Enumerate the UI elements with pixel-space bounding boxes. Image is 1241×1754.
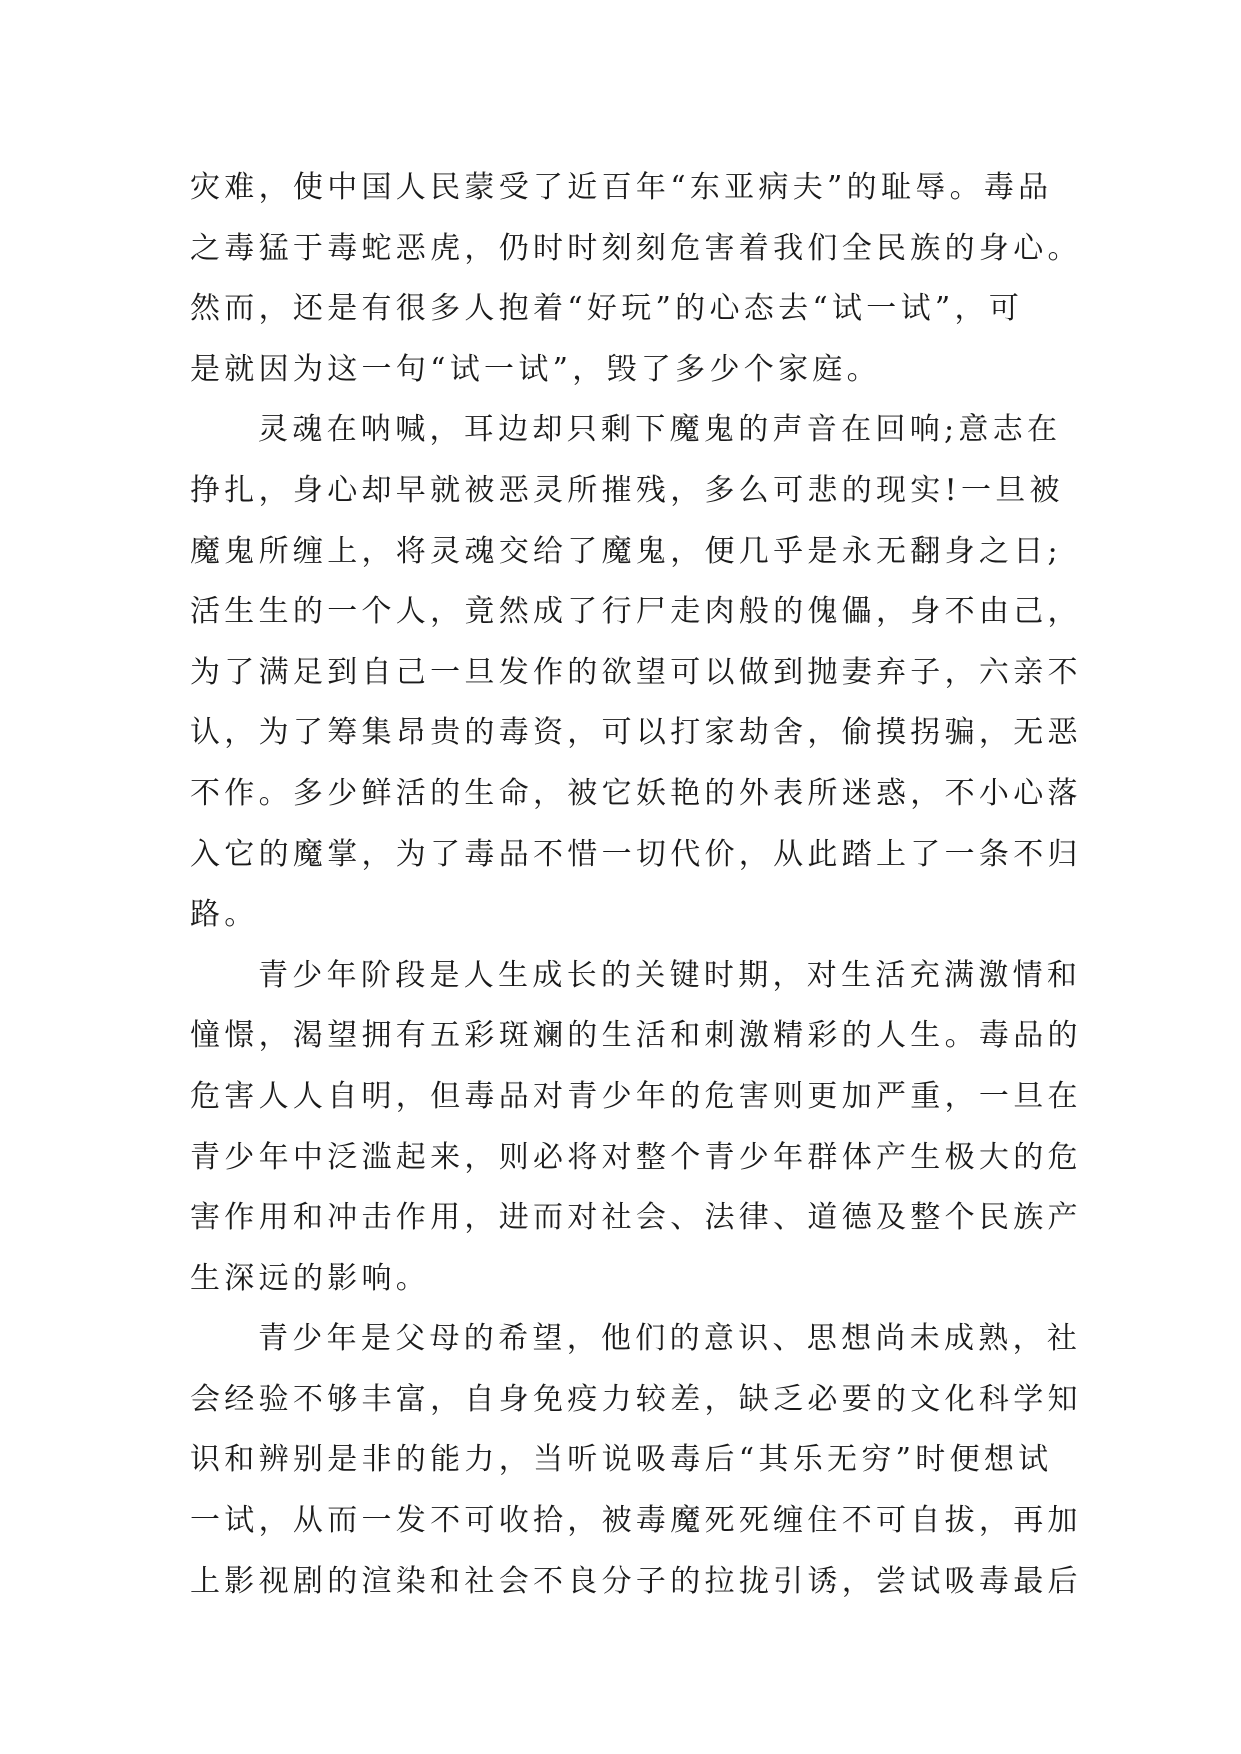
text-line: 危害人人自明，但毒品对青少年的危害则更加严重，一旦在 — [190, 1078, 1082, 1114]
text-line: 一试，从而一发不可收拾，被毒魔死死缠住不可自拔，再加 — [190, 1503, 1082, 1539]
text-line: 之毒猛于毒蛇恶虎，仍时时刻刻危害着我们全民族的身心。 — [190, 230, 1082, 266]
paragraph-4 — [190, 1309, 1082, 1612]
paragraph-2 — [190, 400, 1082, 945]
text-line: 会经验不够丰富，自身免疫力较差，缺乏必要的文化科学知 — [190, 1381, 1082, 1417]
text-line: 路。 — [190, 897, 259, 933]
text-line: 灾难，使中国人民蒙受了近百年“东亚病夫”的耻辱。毒品 — [190, 170, 1053, 205]
paragraph-1 — [190, 158, 1082, 400]
text-line: 青少年中泛滥起来，则必将对整个青少年群体产生极大的危 — [190, 1139, 1082, 1175]
text-line: 入它的魔掌，为了毒品不惜一切代价，从此踏上了一条不归 — [190, 836, 1082, 872]
text-line: 是就因为这一句“试一试”，毁了多少个家庭。 — [190, 351, 881, 387]
text-line: 魔鬼所缠上，将灵魂交给了魔鬼，便几乎是永无翻身之日; — [190, 533, 1062, 569]
text-line: 青少年阶段是人生成长的关键时期，对生活充满激情和 — [258, 957, 1082, 993]
text-line: 生深远的影响。 — [190, 1260, 431, 1296]
text-line: 青少年是父母的希望，他们的意识、思想尚未成熟，社 — [258, 1321, 1082, 1357]
text-line: 活生生的一个人，竟然成了行尸走肉般的傀儡，身不由己， — [190, 594, 1082, 630]
text-line: 为了满足到自己一旦发作的欲望可以做到抛妻弃子，六亲不 — [190, 654, 1082, 690]
text-line: 识和辨别是非的能力，当听说吸毒后“其乐无穷”时便想试 — [190, 1442, 1053, 1478]
paragraph-3 — [190, 946, 1082, 1310]
text-line: 灵魂在呐喊，耳边却只剩下魔鬼的声音在回响;意志在 — [258, 412, 1062, 448]
document-body — [190, 158, 1082, 1612]
text-line: 挣扎，身心却早就被恶灵所摧残，多么可悲的现实!一旦被 — [190, 472, 1064, 508]
text-line: 憧憬，渴望拥有五彩斑斓的生活和刺激精彩的人生。毒品的 — [190, 1018, 1082, 1054]
text-line: 不作。多少鲜活的生命，被它妖艳的外表所迷惑，不小心落 — [190, 775, 1082, 811]
text-line: 上影视剧的渲染和社会不良分子的拉拢引诱，尝试吸毒最后 — [190, 1563, 1082, 1599]
text-line: 害作用和冲击作用，进而对社会、法律、道德及整个民族产 — [190, 1200, 1082, 1236]
text-line: 然而，还是有很多人抱着“好玩”的心态去“试一试”，可 — [190, 291, 1024, 327]
text-line: 认，为了筹集昂贵的毒资，可以打家劫舍，偷摸拐骗，无恶 — [190, 715, 1082, 751]
